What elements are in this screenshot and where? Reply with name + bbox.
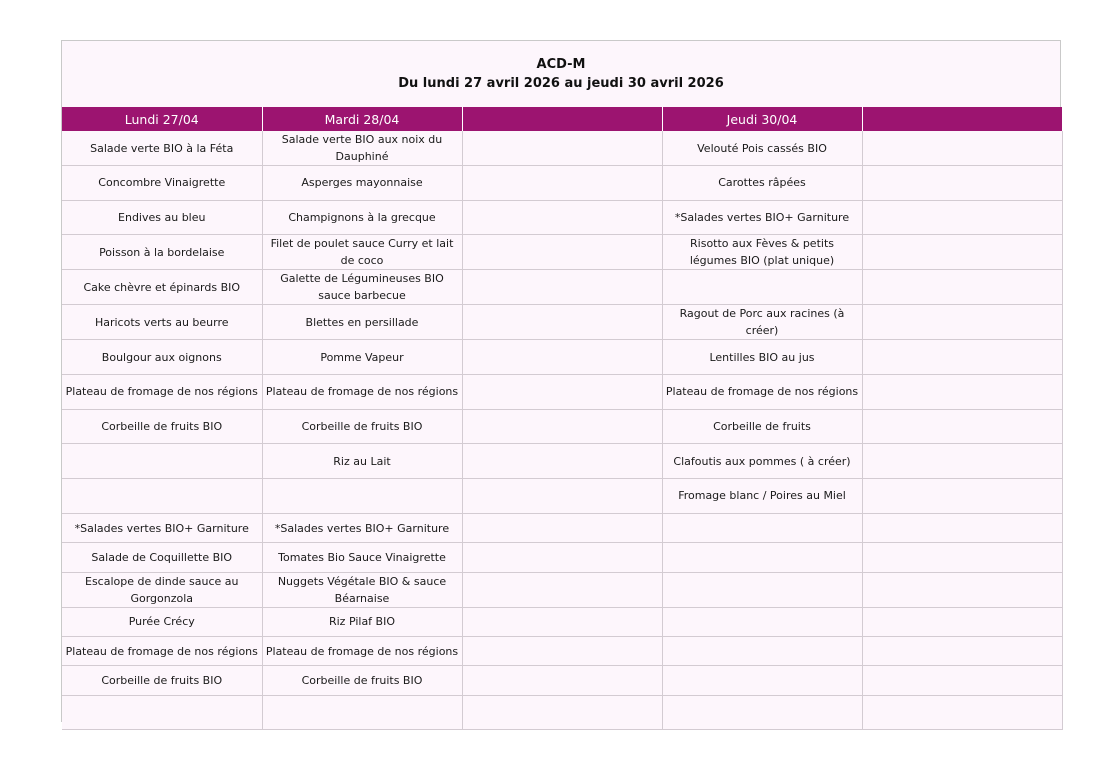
menu-cell-empty [862, 479, 1062, 514]
menu-cell-empty [862, 572, 1062, 607]
menu-cell-thursday [662, 607, 862, 636]
menu-cell-empty [862, 543, 1062, 572]
menu-cell-tuesday: Salade verte BIO aux noix du Dauphiné [262, 131, 462, 166]
menu-cell-tuesday: Riz au Lait [262, 444, 462, 479]
menu-cell-monday: Corbeille de fruits BIO [62, 666, 262, 695]
menu-body [62, 131, 1062, 729]
menu-cell-tuesday: Corbeille de fruits BIO [262, 409, 462, 444]
menu-cell-thursday: Risotto aux Fèves & petits légumes BIO (plat unique) [662, 235, 862, 270]
table-row [62, 270, 1062, 305]
menu-cell-monday: Plateau de fromage de nos régions [62, 375, 262, 410]
table-row [62, 340, 1062, 375]
menu-sheet [61, 40, 1061, 722]
menu-cell-monday: Escalope de dinde sauce au Gorgonzola [62, 572, 262, 607]
menu-cell-empty [462, 572, 662, 607]
menu-cell-thursday: Lentilles BIO au jus [662, 340, 862, 375]
menu-cell-monday: Salade de Coquillette BIO [62, 543, 262, 572]
table-row [62, 375, 1062, 410]
page-title: ACD-M [536, 57, 586, 72]
menu-cell-monday: Poisson à la bordelaise [62, 235, 262, 270]
menu-cell-thursday [662, 543, 862, 572]
menu-cell-thursday: Corbeille de fruits [662, 409, 862, 444]
menu-cell-thursday [662, 636, 862, 665]
menu-cell-thursday [662, 572, 862, 607]
menu-cell-monday: Salade verte BIO à la Féta [62, 131, 262, 166]
menu-cell-empty [462, 375, 662, 410]
menu-cell-monday: Endives au bleu [62, 200, 262, 235]
menu-cell-monday [62, 695, 262, 729]
table-row [62, 572, 1062, 607]
menu-cell-empty [462, 636, 662, 665]
menu-cell-empty [462, 666, 662, 695]
menu-cell-thursday: *Salades vertes BIO+ Garniture [662, 200, 862, 235]
menu-cell-monday: Boulgour aux oignons [62, 340, 262, 375]
day-header-thursday: Jeudi 30/04 [662, 107, 862, 131]
day-header-empty [462, 107, 662, 131]
menu-cell-empty [462, 695, 662, 729]
table-row [62, 666, 1062, 695]
menu-cell-tuesday: Tomates Bio Sauce Vinaigrette [262, 543, 462, 572]
menu-cell-thursday: Carottes râpées [662, 166, 862, 201]
menu-cell-tuesday [262, 479, 462, 514]
menu-cell-monday: Corbeille de fruits BIO [62, 409, 262, 444]
table-row [62, 166, 1062, 201]
table-row [62, 543, 1062, 572]
table-row [62, 607, 1062, 636]
menu-cell-tuesday: Nuggets Végétale BIO & sauce Béarnaise [262, 572, 462, 607]
menu-cell-monday [62, 444, 262, 479]
menu-cell-tuesday: Corbeille de fruits BIO [262, 666, 462, 695]
day-header-empty [862, 107, 1062, 131]
menu-cell-monday: *Salades vertes BIO+ Garniture [62, 513, 262, 542]
menu-cell-empty [862, 131, 1062, 166]
menu-cell-empty [862, 695, 1062, 729]
menu-table [62, 107, 1063, 730]
menu-cell-empty [862, 340, 1062, 375]
table-row [62, 479, 1062, 514]
menu-cell-empty [862, 636, 1062, 665]
menu-cell-empty [462, 305, 662, 340]
menu-cell-empty [462, 543, 662, 572]
menu-cell-empty [862, 305, 1062, 340]
menu-cell-tuesday: Plateau de fromage de nos régions [262, 375, 462, 410]
menu-cell-tuesday: Plateau de fromage de nos régions [262, 636, 462, 665]
menu-cell-tuesday: Riz Pilaf BIO [262, 607, 462, 636]
table-row [62, 444, 1062, 479]
menu-cell-empty [462, 166, 662, 201]
menu-cell-thursday: Velouté Pois cassés BIO [662, 131, 862, 166]
menu-cell-empty [462, 200, 662, 235]
menu-cell-monday: Cake chèvre et épinards BIO [62, 270, 262, 305]
menu-cell-tuesday: Filet de poulet sauce Curry et lait de coco [262, 235, 462, 270]
menu-cell-empty [462, 479, 662, 514]
menu-cell-tuesday: Blettes en persillade [262, 305, 462, 340]
menu-cell-tuesday: Galette de Légumineuses BIO sauce barbecue [262, 270, 462, 305]
menu-cell-monday: Concombre Vinaigrette [62, 166, 262, 201]
title-block [62, 41, 1060, 108]
menu-cell-empty [462, 409, 662, 444]
menu-cell-empty [462, 607, 662, 636]
menu-cell-empty [862, 166, 1062, 201]
menu-cell-thursday: Fromage blanc / Poires au Miel [662, 479, 862, 514]
menu-cell-empty [862, 200, 1062, 235]
menu-cell-empty [862, 607, 1062, 636]
menu-cell-empty [462, 444, 662, 479]
menu-cell-tuesday [262, 695, 462, 729]
table-row [62, 513, 1062, 542]
menu-cell-tuesday: Champignons à la grecque [262, 200, 462, 235]
menu-cell-empty [462, 131, 662, 166]
table-row [62, 636, 1062, 665]
menu-cell-thursday [662, 666, 862, 695]
menu-cell-monday: Purée Crécy [62, 607, 262, 636]
menu-cell-empty [462, 270, 662, 305]
table-row [62, 235, 1062, 270]
day-header-row [62, 107, 1062, 131]
menu-cell-empty [862, 235, 1062, 270]
menu-cell-empty [462, 235, 662, 270]
menu-cell-monday [62, 479, 262, 514]
menu-cell-thursday [662, 513, 862, 542]
menu-cell-tuesday: Asperges mayonnaise [262, 166, 462, 201]
table-row [62, 200, 1062, 235]
menu-cell-thursday: Ragout de Porc aux racines (à créer) [662, 305, 862, 340]
menu-cell-tuesday: Pomme Vapeur [262, 340, 462, 375]
menu-cell-monday: Plateau de fromage de nos régions [62, 636, 262, 665]
menu-cell-empty [862, 409, 1062, 444]
table-row [62, 409, 1062, 444]
date-range-subtitle: Du lundi 27 avril 2026 au jeudi 30 avril 2026 [398, 76, 724, 91]
day-header-monday: Lundi 27/04 [62, 107, 262, 131]
menu-cell-tuesday: *Salades vertes BIO+ Garniture [262, 513, 462, 542]
table-row [62, 131, 1062, 166]
menu-cell-thursday [662, 695, 862, 729]
menu-cell-thursday [662, 270, 862, 305]
menu-cell-empty [462, 340, 662, 375]
day-header-tuesday: Mardi 28/04 [262, 107, 462, 131]
menu-cell-thursday: Clafoutis aux pommes ( à créer) [662, 444, 862, 479]
table-row [62, 305, 1062, 340]
menu-cell-thursday: Plateau de fromage de nos régions [662, 375, 862, 410]
menu-cell-empty [862, 666, 1062, 695]
menu-cell-empty [862, 444, 1062, 479]
menu-cell-empty [862, 270, 1062, 305]
menu-cell-empty [862, 513, 1062, 542]
menu-cell-empty [462, 513, 662, 542]
menu-cell-monday: Haricots verts au beurre [62, 305, 262, 340]
menu-cell-empty [862, 375, 1062, 410]
table-row [62, 695, 1062, 729]
